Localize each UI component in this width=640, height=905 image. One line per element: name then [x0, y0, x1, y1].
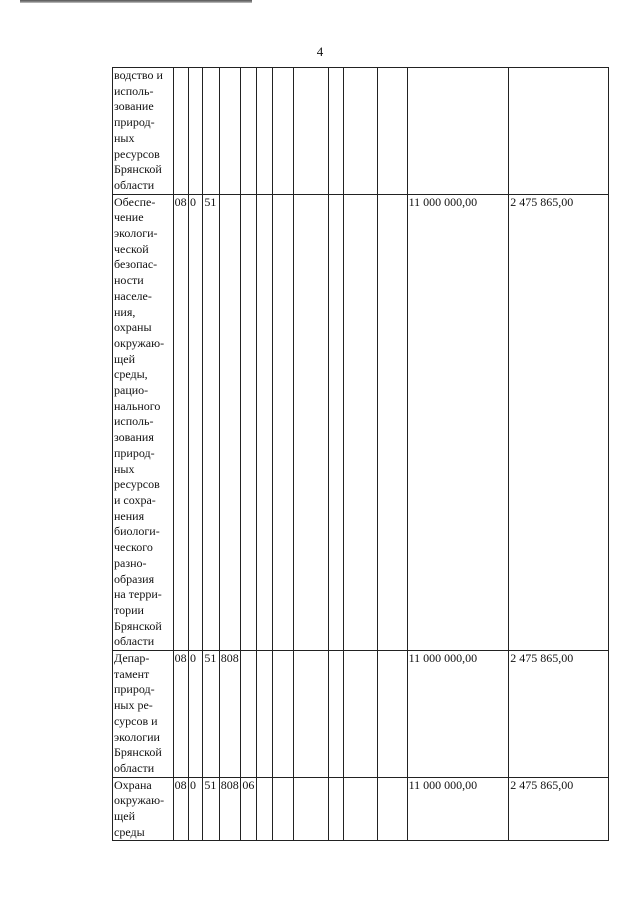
actual-amount-cell: 2 475 865,00: [509, 777, 609, 841]
code-cell: [256, 651, 272, 778]
code-cell: [293, 651, 328, 778]
row-name-line: образия: [114, 571, 155, 586]
row-name-line: Охрана: [114, 777, 152, 792]
row-name-line: природ-: [114, 445, 155, 460]
code-cell: [377, 68, 407, 195]
code-cell: 0: [188, 194, 202, 650]
row-name-line: Депар-: [114, 651, 150, 666]
code-cell: [377, 651, 407, 778]
actual-amount-cell: 2 475 865,00: [509, 194, 609, 650]
code-cell: [377, 194, 407, 650]
table-row: [113, 777, 609, 841]
row-name-line: нального: [114, 398, 161, 413]
code-cell: 808: [219, 651, 241, 778]
code-cell: [377, 777, 407, 841]
actual-amount-cell: [509, 68, 609, 195]
code-cell: 06: [241, 777, 256, 841]
row-name-cell: [113, 194, 174, 650]
code-cell: 08: [173, 651, 188, 778]
code-cell: [256, 68, 272, 195]
table-row: [113, 194, 609, 650]
row-name-line: биологи-: [114, 524, 160, 539]
row-name-line: разно-: [114, 555, 147, 570]
code-cell: [343, 651, 377, 778]
budget-table: [112, 67, 609, 841]
row-name-line: Брянской: [114, 618, 162, 633]
row-name-line: и сохра-: [114, 492, 156, 507]
row-name-line: водство и: [114, 68, 163, 82]
row-name-line: чение: [114, 210, 144, 225]
row-name-line: ности: [114, 273, 144, 288]
row-name-line: ческой: [114, 241, 149, 256]
code-cell: [328, 651, 343, 778]
row-name-line: зования: [114, 430, 154, 445]
row-name-line: окружаю-: [114, 793, 165, 808]
row-name-line: среды: [114, 824, 145, 839]
plan-amount-cell: [407, 68, 509, 195]
code-cell: 08: [173, 777, 188, 841]
code-cell: 08: [173, 194, 188, 650]
row-name-line: ных: [114, 461, 135, 476]
row-name-line: ческого: [114, 540, 153, 555]
code-cell: [256, 777, 272, 841]
code-cell: [219, 68, 241, 195]
plan-amount-cell: 11 000 000,00: [407, 194, 509, 650]
code-cell: [273, 194, 294, 650]
row-name-line: Брянской: [114, 162, 162, 177]
row-name-line: ных: [114, 130, 135, 145]
code-cell: [241, 68, 256, 195]
row-name-line: Обеспе-: [114, 194, 156, 209]
row-name-line: ресурсов: [114, 477, 160, 492]
code-cell: [343, 68, 377, 195]
row-name-line: исполь-: [114, 83, 154, 98]
row-name-line: природ-: [114, 682, 155, 697]
code-cell: [273, 777, 294, 841]
row-name-line: среды,: [114, 367, 148, 382]
row-name-line: области: [114, 760, 155, 775]
row-name-line: ния,: [114, 304, 136, 319]
code-cell: [241, 651, 256, 778]
table-row: [113, 651, 609, 778]
code-cell: [203, 68, 219, 195]
code-cell: [173, 68, 188, 195]
row-name-line: охраны: [114, 320, 152, 335]
row-name-line: области: [114, 634, 155, 649]
code-cell: [343, 194, 377, 650]
row-name-line: рацио-: [114, 383, 149, 398]
code-cell: [293, 194, 328, 650]
row-name-line: окружаю-: [114, 335, 165, 350]
row-name-line: щей: [114, 351, 135, 366]
row-name-cell: [113, 68, 174, 195]
row-name-line: экологии: [114, 729, 160, 744]
code-cell: [273, 68, 294, 195]
row-name-cell: [113, 777, 174, 841]
code-cell: 51: [203, 777, 219, 841]
code-cell: [188, 68, 202, 195]
page-number: 4: [316, 44, 324, 59]
actual-amount-cell: 2 475 865,00: [509, 651, 609, 778]
table-body: [113, 68, 609, 841]
code-cell: [241, 194, 256, 650]
code-cell: 808: [219, 777, 241, 841]
code-cell: [293, 777, 328, 841]
code-cell: 51: [203, 194, 219, 650]
code-cell: [256, 194, 272, 650]
code-cell: [343, 777, 377, 841]
plan-amount-cell: 11 000 000,00: [407, 777, 509, 841]
code-cell: 0: [188, 651, 202, 778]
row-name-line: тамент: [114, 666, 150, 681]
row-name-line: зование: [114, 99, 154, 114]
code-cell: [328, 68, 343, 195]
scan-edge-bar: [20, 0, 252, 3]
row-name-line: области: [114, 177, 155, 192]
row-name-line: Брянской: [114, 745, 162, 760]
row-name-line: экологи-: [114, 226, 158, 241]
code-cell: [219, 194, 241, 650]
row-name-line: щей: [114, 809, 135, 824]
plan-amount-cell: 11 000 000,00: [407, 651, 509, 778]
row-name-line: населе-: [114, 288, 152, 303]
code-cell: [328, 777, 343, 841]
row-name-line: нения: [114, 508, 145, 523]
row-name-line: природ-: [114, 115, 155, 130]
row-name-line: сурсов и: [114, 713, 158, 728]
row-name-cell: [113, 651, 174, 778]
row-name-line: ресурсов: [114, 146, 160, 161]
row-name-line: на терри-: [114, 587, 162, 602]
code-cell: 0: [188, 777, 202, 841]
code-cell: [293, 68, 328, 195]
code-cell: [328, 194, 343, 650]
table-row: [113, 68, 609, 195]
code-cell: [273, 651, 294, 778]
row-name-line: исполь-: [114, 414, 154, 429]
code-cell: 51: [203, 651, 219, 778]
row-name-line: тории: [114, 602, 144, 617]
row-name-line: ных ре-: [114, 698, 153, 713]
row-name-line: безопас-: [114, 257, 158, 272]
